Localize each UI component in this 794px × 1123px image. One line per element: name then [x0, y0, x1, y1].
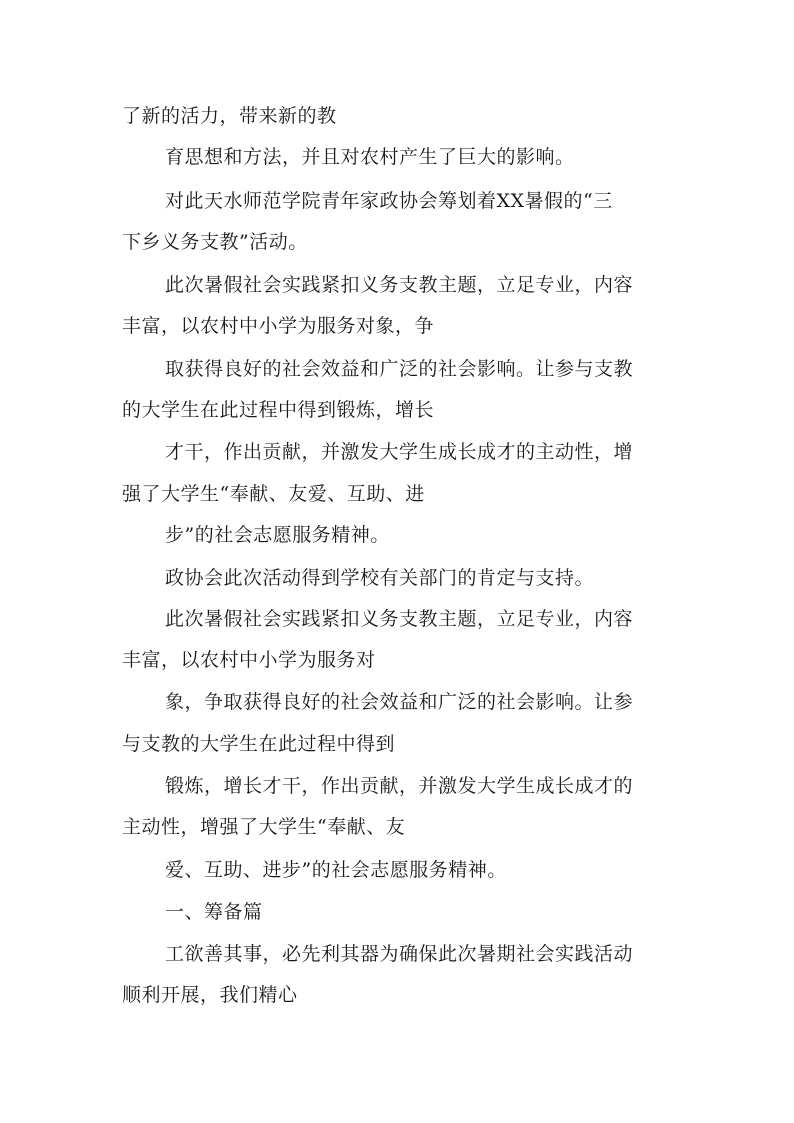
text-line: 工欲善其事，必先利其器为确保此次暑期社会实践活动: [165, 943, 634, 965]
text-line: 政协会此次活动得到学校有关部门的肯定与支持。: [165, 567, 595, 589]
text-line: 丰富，以农村中小学为服务对: [122, 649, 376, 671]
text-line: 了新的活力，带来新的教: [122, 105, 337, 127]
text-line: 对此天水师范学院青年家政协会筹划着XX暑假的“三: [165, 190, 613, 212]
text-line: 爱、互助、进步”的社会志愿服务精神。: [165, 859, 507, 881]
text-line: 此次暑假社会实践紧扣义务支教主题，立足专业，内容: [165, 608, 634, 630]
text-line: 象，争取获得良好的社会效益和广泛的社会影响。让参: [165, 691, 634, 713]
text-line: 顺利开展，我们精心: [122, 984, 298, 1006]
text-line: 锻炼，增长才干，作出贡献，并激发大学生成长成才的: [165, 775, 634, 797]
text-line: 丰富，以农村中小学为服务对象，争: [122, 315, 435, 337]
text-line: 此次暑假社会实践紧扣义务支教主题，立足专业，内容: [165, 274, 634, 296]
text-line: 育思想和方法，并且对农村产生了巨大的影响。: [165, 146, 575, 168]
text-line: 才干，作出贡献，并激发大学生成长成才的主动性，增: [165, 441, 634, 463]
section-heading: 一、筹备篇: [165, 901, 263, 923]
text-line: 主动性，增强了大学生“奉献、友: [122, 816, 406, 838]
text-line: 取获得良好的社会效益和广泛的社会影响。让参与支教: [165, 358, 634, 380]
text-line: 的大学生在此过程中得到锻炼，增长: [122, 399, 435, 421]
text-line: 步”的社会志愿服务精神。: [165, 524, 390, 546]
text-line: 下乡义务支教”活动。: [122, 231, 308, 253]
text-line: 强了大学生“奉献、友爱、互助、进: [122, 483, 425, 505]
text-line: 与支教的大学生在此过程中得到: [122, 733, 396, 755]
